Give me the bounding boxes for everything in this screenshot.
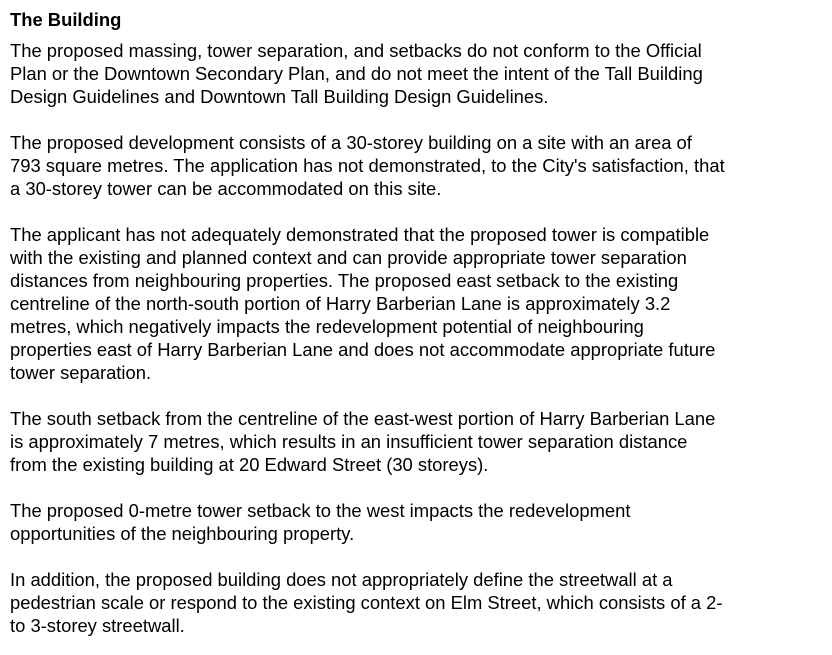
paragraph-development: The proposed development consists of a 30-storey building on a site with an area of 793 square metres. The application has not demonstrated, to the City's satisfaction, that a 30-storey tower can be accommodated on this site. xyxy=(10,132,725,199)
document-body xyxy=(10,8,810,637)
section-heading: The Building xyxy=(10,9,122,30)
paragraph-compatibility: The applicant has not adequately demonstrated that the proposed tower is compatible with the existing and planned context and can provide appropriate tower separation distances from neighbouring properties. The proposed east setback to the existing centreline of the north-south portion of Harry Barberian Lane is approximately 3.2 metres, which negatively impacts the redevelopment potential of neighbouring properties east of Harry Barberian Lane and does not accommodate appropriate future tower separation. xyxy=(10,224,716,383)
paragraph-west-setback: The proposed 0-metre tower setback to the west impacts the redevelopment opportunities of the neighbouring property. xyxy=(10,500,631,544)
paragraph-south-setback: The south setback from the centreline of the east-west portion of Harry Barberian Lane is approximately 7 metres, which results in an insufficient tower separation distance from the existing building at 20 Edward Street (30 storeys). xyxy=(10,408,716,475)
paragraph-streetwall: In addition, the proposed building does not appropriately define the streetwall at a pedestrian scale or respond to the existing context on Elm Street, which consists of a 2- to 3-storey streetwall. xyxy=(10,569,723,636)
paragraph-conformity: The proposed massing, tower separation, and setbacks do not conform to the Official Plan or the Downtown Secondary Plan, and do not meet the intent of the Tall Building Design Guidelines and Downtown Tall Building Design Guidelines. xyxy=(10,40,703,107)
